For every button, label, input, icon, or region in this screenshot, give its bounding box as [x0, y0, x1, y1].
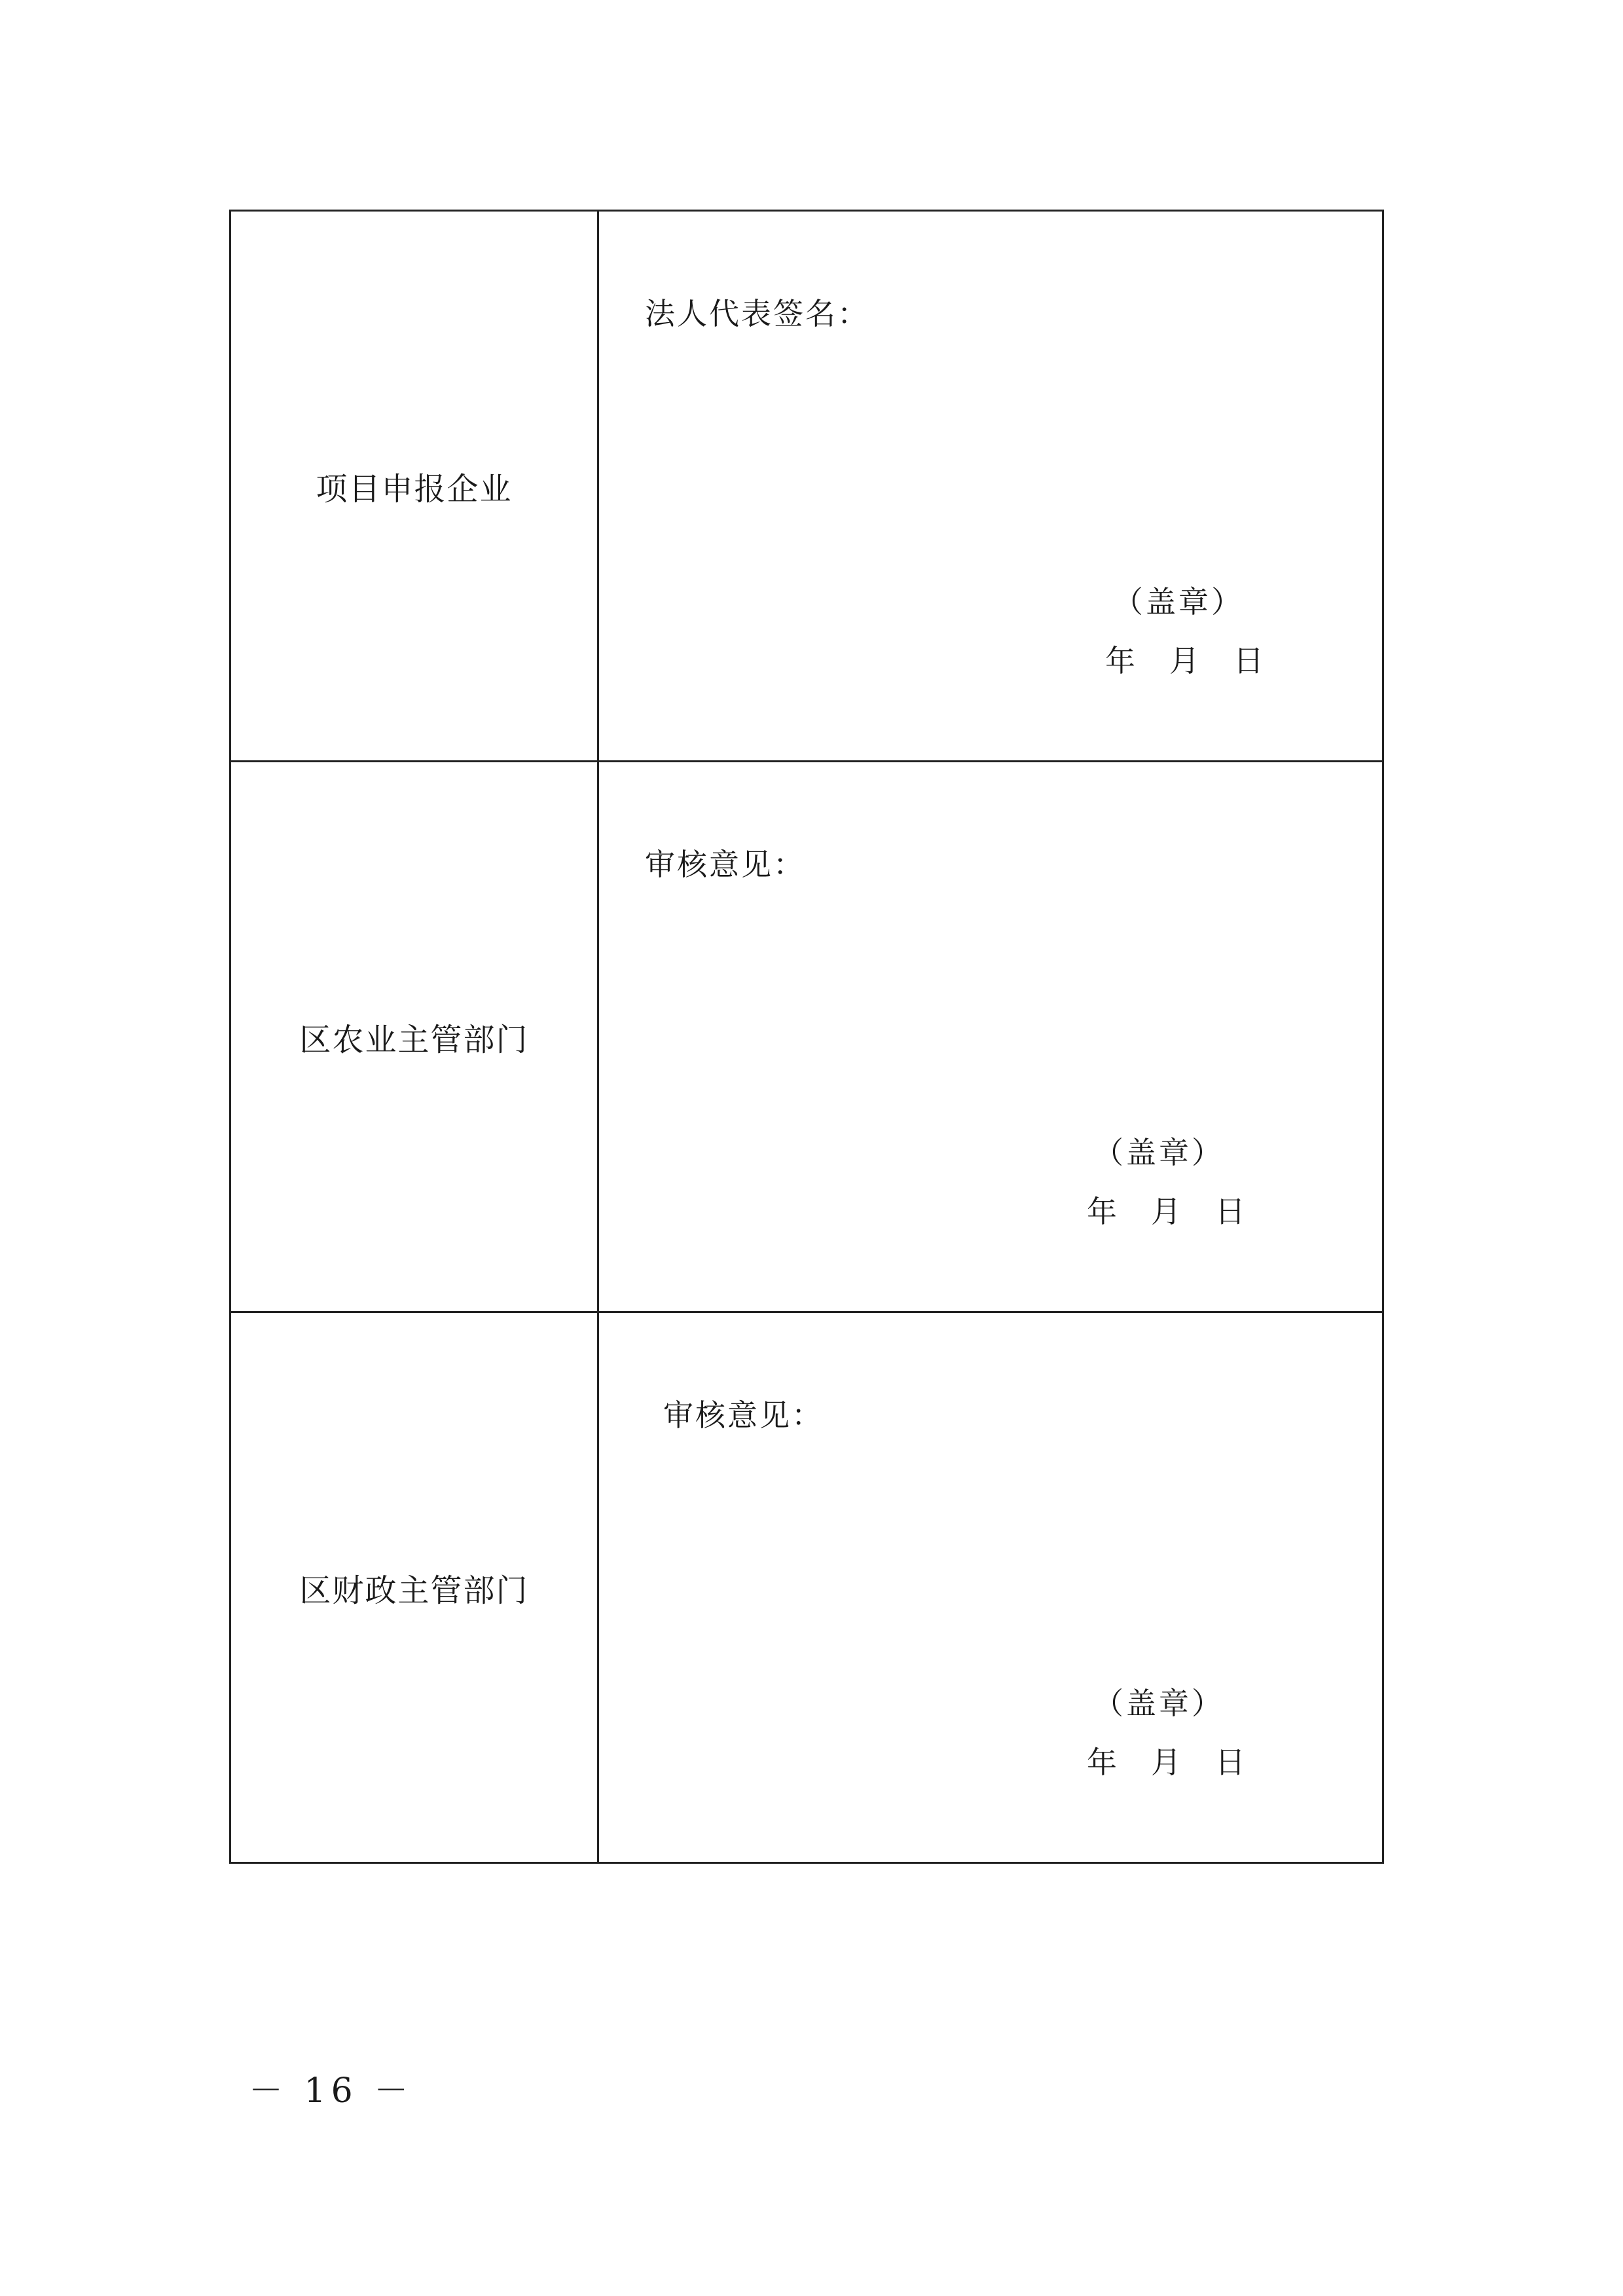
date-line [1087, 1188, 1245, 1231]
month-label: 月 [1151, 1745, 1181, 1780]
day-label: 日 [1215, 1194, 1245, 1229]
day-label: 日 [1215, 1745, 1245, 1780]
table-row-agriculture-dept [230, 762, 1383, 1312]
seal-label: （盖章） [1093, 1135, 1224, 1170]
date-line [1087, 1739, 1245, 1782]
row-label-applicant: 项目申报企业 [230, 211, 598, 762]
review-cell-agriculture-dept[interactable] [598, 762, 1383, 1312]
seal-label: （盖章） [1113, 584, 1244, 620]
page-number: － 16 － [249, 2071, 414, 2111]
legal-rep-signature-prompt: 法人代表签名： [645, 296, 869, 331]
row-label-agriculture-dept: 区农业主管部门 [230, 762, 598, 1312]
date-line [1105, 637, 1264, 680]
review-opinion-prompt: 审核意见： [645, 847, 805, 882]
approval-form-table [229, 210, 1384, 1864]
year-label: 年 [1087, 1194, 1117, 1229]
day-label: 日 [1233, 643, 1264, 678]
review-opinion-prompt: 审核意见： [663, 1398, 824, 1433]
table-row-applicant [230, 211, 1383, 762]
year-label: 年 [1087, 1745, 1117, 1780]
month-label: 月 [1151, 1194, 1181, 1229]
table-row-finance-dept [230, 1312, 1383, 1863]
signature-cell-applicant[interactable] [598, 211, 1383, 762]
row-label-finance-dept: 区财政主管部门 [230, 1312, 598, 1863]
seal-label: （盖章） [1093, 1686, 1224, 1721]
month-label: 月 [1169, 643, 1199, 678]
review-cell-finance-dept[interactable] [598, 1312, 1383, 1863]
year-label: 年 [1105, 643, 1135, 678]
